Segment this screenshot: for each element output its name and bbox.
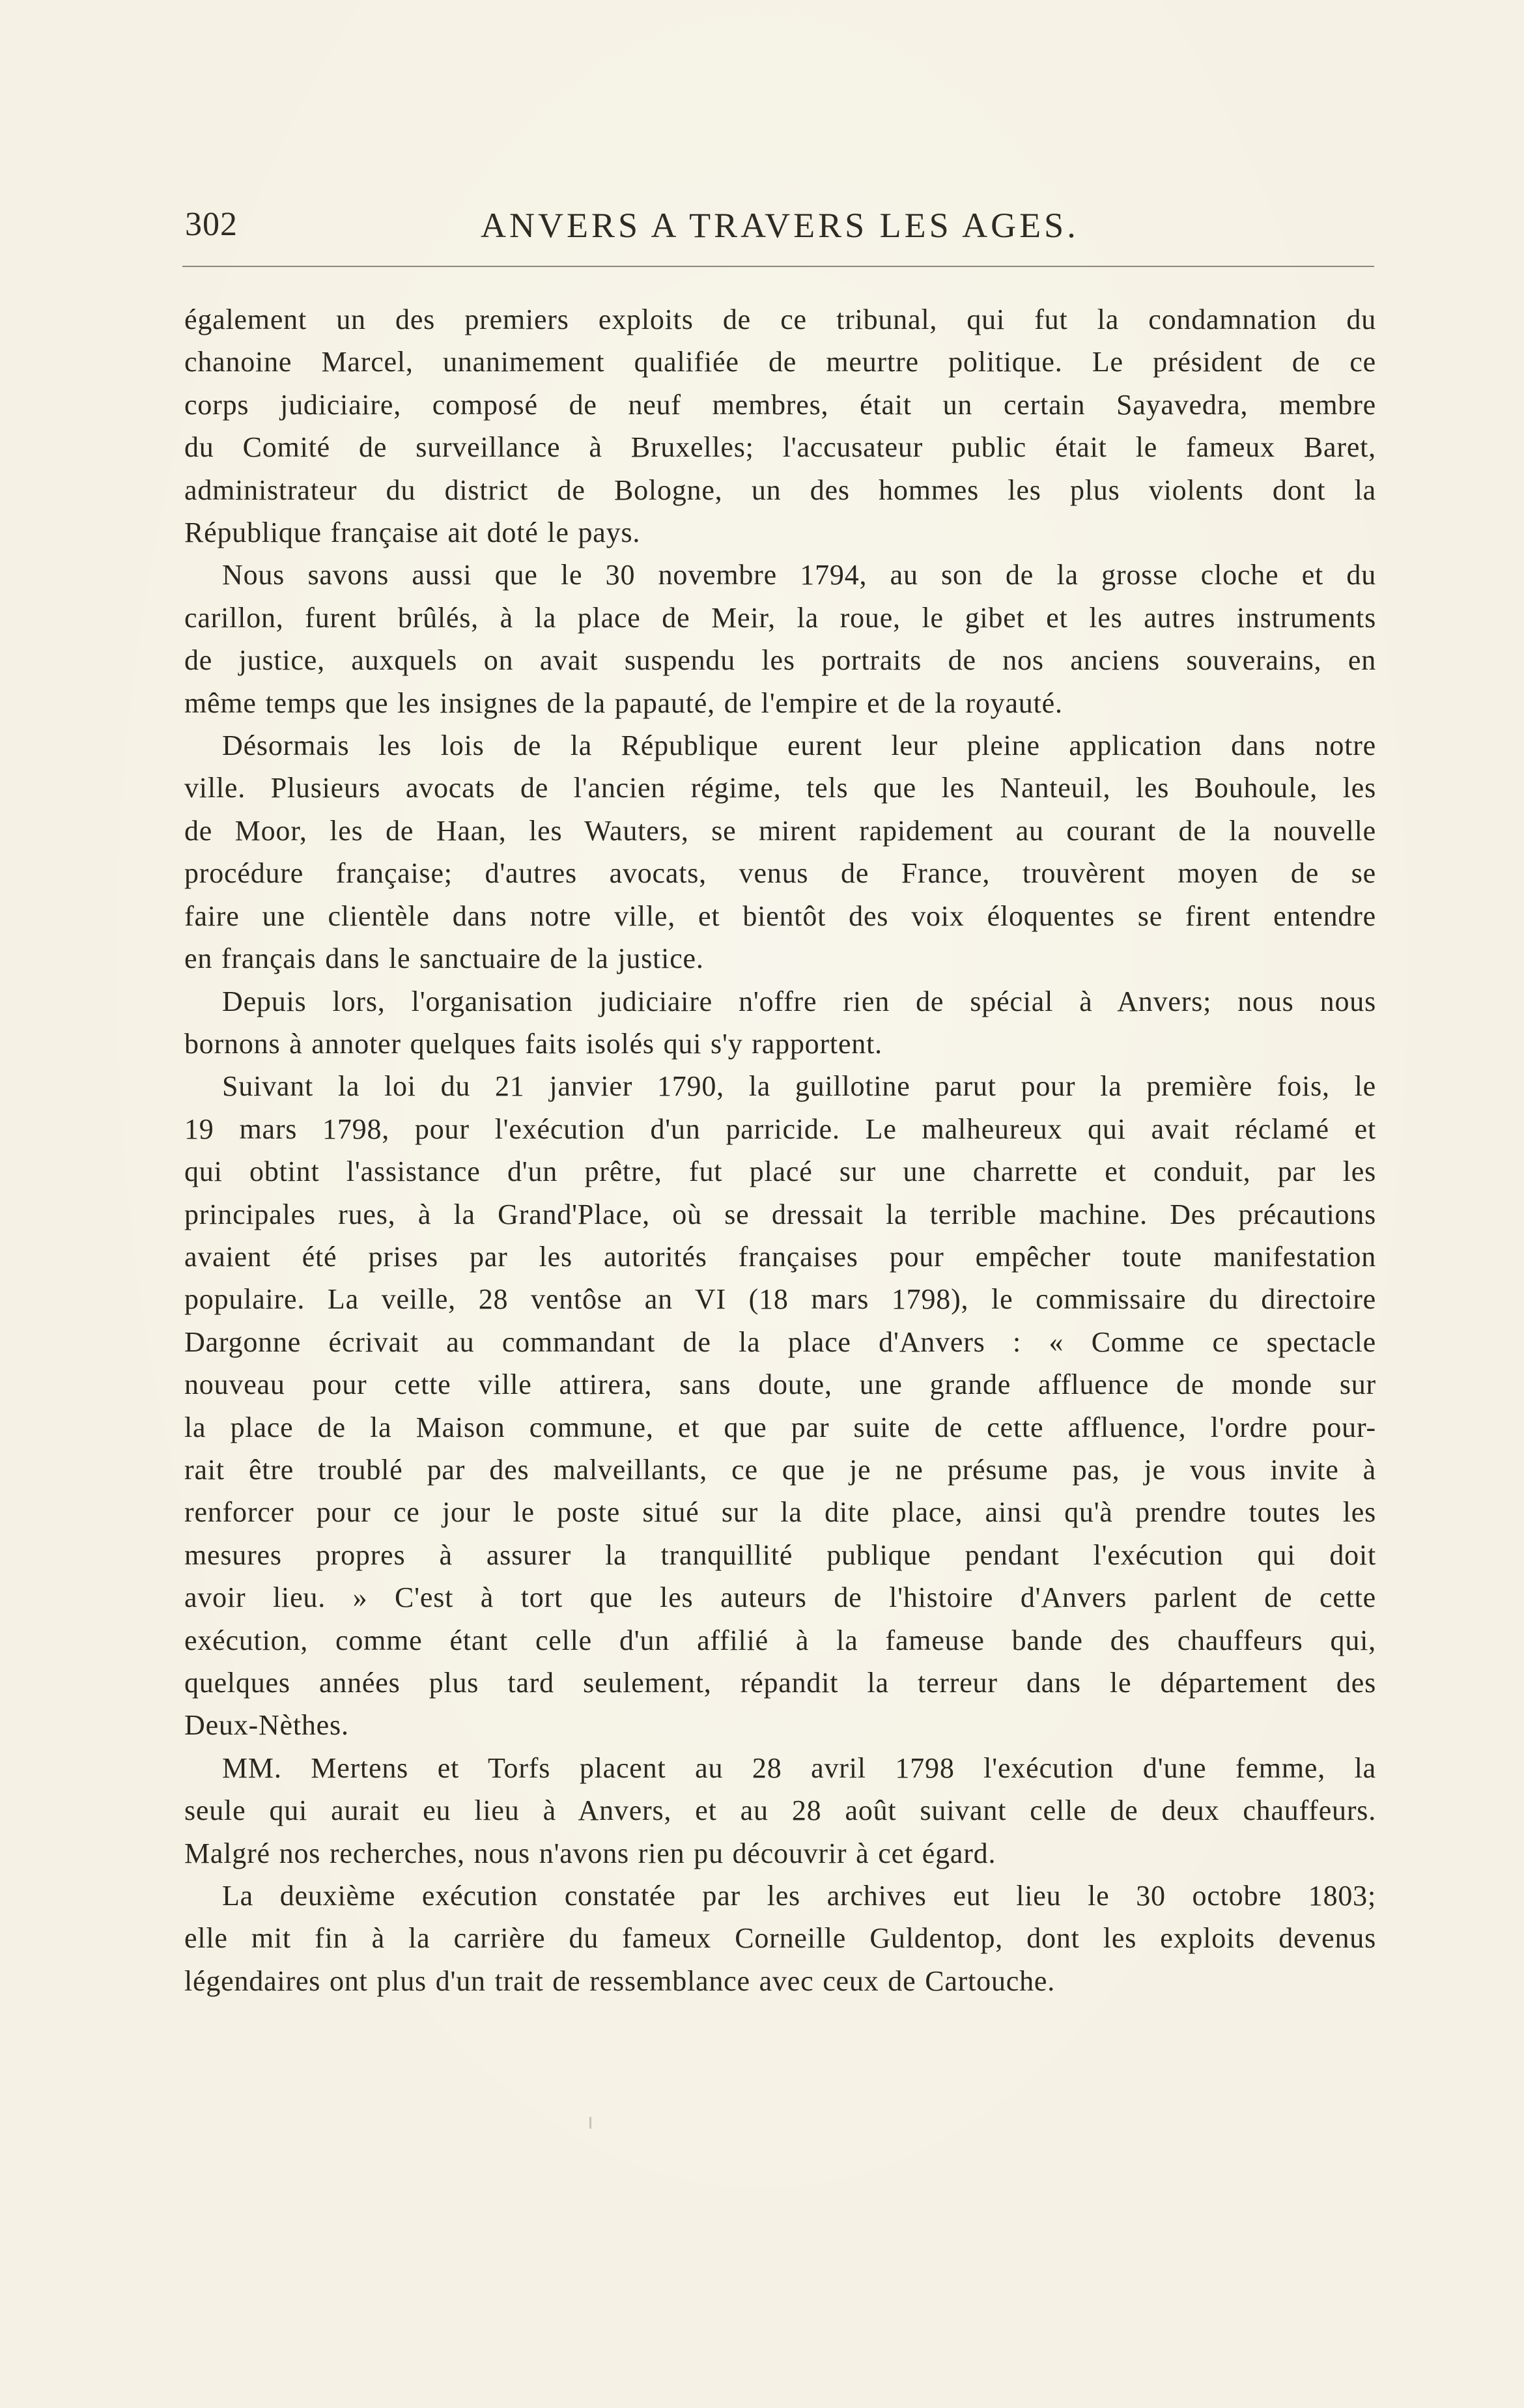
text-line: en français dans le sanctuaire de la justice. bbox=[184, 942, 704, 975]
text-line: Deux-Nèthes. bbox=[184, 1709, 349, 1742]
text-line: qui obtint l'assistance d'un prêtre, fut placé sur une charrette et conduit, par les bbox=[184, 1155, 1376, 1188]
text-line: la place de la Maison commune, et que par suite de cette affluence, l'ordre pour- bbox=[184, 1411, 1376, 1443]
paragraph bbox=[184, 1747, 1376, 1875]
text-line: nouveau pour cette ville attirera, sans doute, une grande affluence de monde sur bbox=[184, 1368, 1376, 1401]
paragraph bbox=[184, 554, 1376, 724]
text-line: du Comité de surveillance à Bruxelles; l'accusateur public était le fameux Baret, bbox=[184, 431, 1376, 464]
header-rule bbox=[182, 266, 1374, 267]
text-line: même temps que les insignes de la papauté, de l'empire et de la royauté. bbox=[184, 687, 1063, 719]
paragraph bbox=[184, 298, 1376, 554]
text-line: de Moor, les de Haan, les Wauters, se mirent rapidement au courant de la nouvelle bbox=[184, 814, 1376, 847]
paragraph bbox=[184, 1065, 1376, 1747]
text-line: faire une clientèle dans notre ville, et bientôt des voix éloquentes se firent entendre bbox=[184, 899, 1376, 932]
text-line: procédure française; d'autres avocats, venus de France, trouvèrent moyen de se bbox=[184, 857, 1376, 890]
text-line: République française ait doté le pays. bbox=[184, 517, 641, 549]
text-line: principales rues, à la Grand'Place, où se dressait la terrible machine. Des précautions bbox=[184, 1198, 1376, 1230]
paragraph bbox=[184, 724, 1376, 980]
text-line: Dargonne écrivait au commandant de la place d'Anvers : « Comme ce spectacle bbox=[184, 1325, 1376, 1358]
text-line: elle mit fin à la carrière du fameux Corneille Guldentop, dont les exploits devenus bbox=[184, 1922, 1376, 1955]
text-line: chanoine Marcel, unanimement qualifiée de meurtre politique. Le président de ce bbox=[184, 346, 1376, 378]
text-line: bornons à annoter quelques faits isolés qui s'y rapportent. bbox=[184, 1027, 882, 1060]
body-text bbox=[184, 298, 1376, 2002]
text-line: exécution, comme étant celle d'un affilié à la fameuse bande des chauffeurs qui, bbox=[184, 1624, 1376, 1656]
text-line: populaire. La veille, 28 ventôse an VI (18 mars 1798), le commissaire du directoire bbox=[184, 1283, 1376, 1316]
text-line: rait être troublé par des malveillants, ce que je ne présume pas, je vous invite à bbox=[184, 1453, 1376, 1486]
page-number: 302 bbox=[185, 206, 238, 243]
text-line: seule qui aurait eu lieu à Anvers, et au 28 août suivant celle de deux chauffeurs. bbox=[184, 1794, 1376, 1827]
text-line: Suivant la loi du 21 janvier 1790, la guillotine parut pour la première fois, le bbox=[222, 1070, 1376, 1103]
running-title: ANVERS A TRAVERS LES AGES. bbox=[481, 206, 1079, 245]
text-line: également un des premiers exploits de ce tribunal, qui fut la condamnation du bbox=[184, 304, 1376, 335]
text-line: Depuis lors, l'organisation judiciaire n'offre rien de spécial à Anvers; nous nous bbox=[222, 985, 1376, 1017]
text-line: avoir lieu. » C'est à tort que les auteurs de l'histoire d'Anvers parlent de cette bbox=[184, 1581, 1376, 1614]
text-line: mesures propres à assurer la tranquillité publique pendant l'exécution qui doit bbox=[184, 1538, 1376, 1571]
text-line: carillon, furent brûlés, à la place de Meir, la roue, le gibet et les autres instruments bbox=[184, 601, 1376, 634]
text-line: Nous savons aussi que le 30 novembre 1794, au son de la grosse cloche et du bbox=[222, 559, 1376, 591]
text-line: avaient été prises par les autorités françaises pour empêcher toute manifestation bbox=[184, 1240, 1376, 1273]
text-line: MM. Mertens et Torfs placent au 28 avril 1798 l'exécution d'une femme, la bbox=[222, 1751, 1376, 1784]
text-line: légendaires ont plus d'un trait de ressemblance avec ceux de Cartouche. bbox=[184, 1964, 1056, 1997]
text-line: renforcer pour ce jour le poste situé sur la dite place, ainsi qu'à prendre toutes les bbox=[184, 1496, 1376, 1529]
paper-speck bbox=[589, 2117, 591, 2129]
text-line: Désormais les lois de la République eurent leur pleine application dans notre bbox=[222, 729, 1376, 762]
paragraph bbox=[184, 1875, 1376, 2002]
text-line: La deuxième exécution constatée par les archives eut lieu le 30 octobre 1803; bbox=[222, 1880, 1376, 1912]
text-line: 19 mars 1798, pour l'exécution d'un parricide. Le malheureux qui avait réclamé et bbox=[184, 1112, 1376, 1145]
text-line: administrateur du district de Bologne, un des hommes les plus violents dont la bbox=[184, 474, 1376, 506]
text-line: Malgré nos recherches, nous n'avons rien pu découvrir à cet égard. bbox=[184, 1837, 996, 1869]
text-line: de justice, auxquels on avait suspendu les portraits de nos anciens souverains, en bbox=[184, 644, 1376, 677]
text-line: ville. Plusieurs avocats de l'ancien régime, tels que les Nanteuil, les Bouhoule, les bbox=[184, 772, 1376, 804]
text-line: quelques années plus tard seulement, répandit la terreur dans le département des bbox=[184, 1667, 1376, 1699]
running-head bbox=[182, 199, 1374, 257]
text-line: corps judiciaire, composé de neuf membres, était un certain Sayavedra, membre bbox=[184, 388, 1376, 421]
paragraph bbox=[184, 980, 1376, 1066]
